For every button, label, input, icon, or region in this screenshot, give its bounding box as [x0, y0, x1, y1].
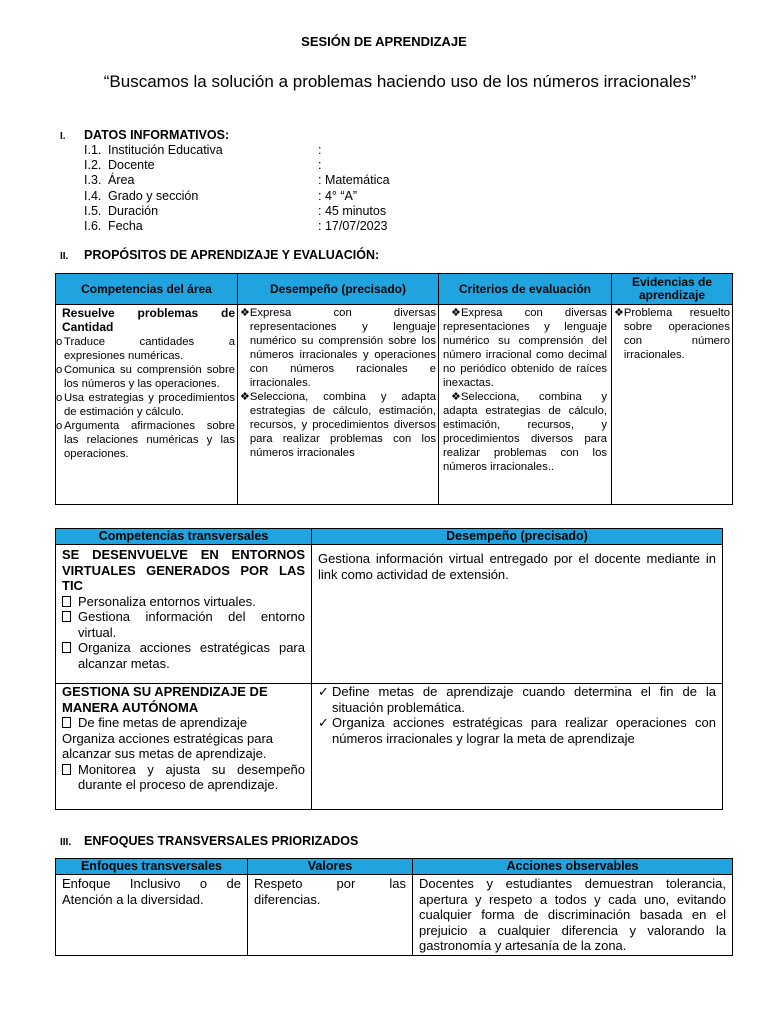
- info-num: I.1.: [84, 143, 102, 157]
- list-item-text: Comunica su comprensión sobre los números y las operaciones.: [64, 364, 235, 390]
- circle-bullet-icon: o: [56, 420, 63, 432]
- info-label: Área: [108, 173, 135, 188]
- diamond-bullet-icon: ❖: [240, 391, 250, 403]
- info-value: : 45 minutos: [318, 203, 387, 218]
- section-heading: DATOS INFORMATIVOS:: [84, 128, 230, 142]
- approaches-table: [55, 858, 733, 956]
- info-num: I.2.: [84, 158, 102, 173]
- info-num: I.6.: [84, 219, 102, 234]
- table-row: [56, 545, 723, 684]
- diamond-bullet-icon: ❖: [614, 307, 624, 319]
- actions-cell: Docentes y estudiantes demuestran tolerancia, apertura y respeto a todos y cada uno, evitando cualquier forma de discriminación basada en el prejuicio a cualquier diferencia y valorando la gastronomía y artesanía de la zona.: [413, 875, 733, 956]
- checkbox-bullet-icon: [62, 594, 78, 610]
- list-item: [62, 594, 305, 610]
- value-cell: Respeto por las diferencias.: [248, 875, 413, 956]
- column-header: Competencias transversales: [56, 529, 312, 545]
- performance-cell: [312, 545, 723, 684]
- list-item: [240, 306, 436, 390]
- performance-cell: [238, 305, 439, 505]
- table-row: [56, 684, 723, 810]
- performance-text: Gestiona información virtual entregado por el docente mediante in link como actividad de extensión.: [318, 551, 716, 582]
- section-propositos: [60, 248, 379, 262]
- evidence-cell: [612, 305, 733, 505]
- info-row: [84, 189, 390, 204]
- checkbox-bullet-icon: [62, 640, 78, 671]
- column-header: Desempeño (precisado): [312, 529, 723, 545]
- info-num: I.4.: [84, 188, 102, 203]
- performance-cell: [312, 684, 723, 810]
- list-item: [443, 390, 607, 474]
- info-row: [84, 158, 390, 173]
- section-number: III.: [60, 837, 72, 848]
- list-item: [614, 306, 730, 362]
- list-item-text: Usa estrategias y procedimientos de estimación y cálculo.: [64, 392, 235, 418]
- table-header-row: [56, 274, 733, 305]
- list-item: [56, 419, 235, 461]
- list-item: [318, 684, 716, 715]
- transversal-competences-table: [55, 528, 723, 810]
- section-heading: ENFOQUES TRANSVERSALES PRIORIZADOS: [84, 834, 359, 848]
- section-enfoques: [60, 834, 358, 848]
- diamond-bullet-icon: ❖: [451, 391, 461, 403]
- table-row: [56, 875, 733, 956]
- list-item: [62, 715, 305, 731]
- circle-bullet-icon: o: [56, 336, 63, 348]
- list-item-text: Traduce cantidades a expresiones numéricas.: [64, 336, 235, 362]
- column-header: Competencias del área: [56, 274, 238, 305]
- list-item: [240, 390, 436, 460]
- list-item: [56, 335, 235, 363]
- checkbox-bullet-icon: [62, 762, 78, 793]
- session-title: “Buscamos la solución a problemas haciendo uso de los números irracionales”: [103, 72, 697, 91]
- diamond-bullet-icon: ❖: [240, 307, 250, 319]
- list-item-text: De fine metas de aprendizaje: [78, 715, 248, 730]
- info-value: : 17/07/2023: [318, 219, 388, 234]
- table-header-row: [56, 859, 733, 875]
- section-heading: PROPÓSITOS DE APRENDIZAJE Y EVALUACIÓN:: [84, 248, 380, 262]
- diamond-bullet-icon: ❖: [451, 307, 461, 319]
- info-num: I.3.: [84, 173, 102, 188]
- list-item: [62, 762, 305, 793]
- competence-title: Resuelve problemas de Cantidad: [62, 306, 235, 334]
- checkmark-icon: ✓: [318, 684, 329, 699]
- column-header: Enfoques transversales: [56, 859, 248, 875]
- criteria-cell: [439, 305, 612, 505]
- list-item-text: Organiza acciones estratégicas para alcanzar metas.: [78, 640, 305, 671]
- section-number: II.: [60, 251, 69, 262]
- checkmark-icon: ✓: [318, 715, 329, 730]
- list-item: [62, 640, 305, 671]
- checkbox-bullet-icon: [62, 609, 78, 640]
- checkbox-bullet-icon: [62, 715, 78, 731]
- list-item-text: Argumenta afirmaciones sobre las relaciones numéricas y las operaciones.: [64, 420, 235, 460]
- list-item-text: Expresa con diversas representaciones y lenguaje numérico su comprensión sobre los números irracionales y operaciones con números racionales e irracionales.: [249, 307, 436, 389]
- info-row: [84, 219, 390, 234]
- column-header: Valores: [248, 859, 413, 875]
- list-item-text: Problema resuelto sobre operaciones con número irracionales.: [623, 307, 730, 361]
- column-header: Desempeño (precisado): [238, 274, 439, 305]
- circle-bullet-icon: o: [56, 392, 63, 404]
- info-row: [84, 143, 390, 158]
- info-list: [84, 143, 390, 234]
- section-datos-informativos: [60, 128, 390, 234]
- competence-cell: [56, 545, 312, 684]
- table-row: [56, 305, 733, 505]
- list-item-text: Organiza acciones estratégicas para realizar operaciones con números irracionales y lograr la meta de aprendizaje: [332, 715, 716, 746]
- list-item-text: Selecciona, combina y adapta estrategias de cálculo, estimación, recursos, y procedimientos diversos para realizar problemas con los números irracionales: [249, 391, 436, 459]
- list-item: [56, 391, 235, 419]
- competence-title: GESTIONA SU APRENDIZAJE DE MANERA AUTÓNOMA: [62, 684, 268, 715]
- list-item: [443, 306, 607, 390]
- info-value: :: [318, 143, 322, 157]
- info-row: [84, 173, 390, 188]
- list-item: [62, 609, 305, 640]
- list-item-text: Define metas de aprendizaje cuando determina el fin de la situación problemática.: [332, 684, 716, 715]
- list-item-text: Personaliza entornos virtuales.: [78, 593, 256, 609]
- competence-cell: [56, 305, 238, 505]
- list-item: [56, 363, 235, 391]
- competence-title: SE DESENVUELVE EN ENTORNOS VIRTUALES GENERADOS POR LAS TIC: [62, 547, 305, 593]
- list-item-text: Gestiona información del entorno virtual.: [78, 609, 305, 640]
- approach-cell: Enfoque Inclusivo o de Atención a la diversidad.: [56, 875, 248, 956]
- learning-purposes-table: [55, 273, 733, 505]
- circle-bullet-icon: o: [56, 364, 63, 376]
- section-number: I.: [60, 131, 66, 142]
- info-label: Grado y sección: [108, 188, 199, 203]
- plain-text: Organiza acciones estratégicas para alcanzar sus metas de aprendizaje.: [62, 730, 274, 761]
- list-item-text: Monitorea y ajusta su desempeño durante el proceso de aprendizaje.: [78, 761, 305, 792]
- info-row: [84, 204, 390, 219]
- info-num: I.5.: [84, 203, 102, 218]
- document-title: SESIÓN DE APRENDIZAJE: [301, 34, 467, 49]
- table-header-row: [56, 529, 723, 545]
- column-header: Acciones observables: [413, 859, 733, 875]
- info-label: Duración: [108, 203, 159, 218]
- list-item-text: Expresa con diversas representaciones y lenguaje numérico su comprensión del número irracional como decimal no periódico obtenido de raíces inexactas.: [443, 307, 607, 389]
- list-item-text: Selecciona, combina y adapta estrategias de cálculo, estimación, recursos, y procedimientos diversos para realizar problemas con los números irracionales..: [443, 391, 607, 473]
- column-header: Evidencias de aprendizaje: [612, 274, 733, 305]
- info-value: : 4° “A”: [318, 188, 358, 203]
- list-item: [318, 715, 716, 746]
- info-value: : Matemática: [318, 173, 390, 188]
- info-label: Docente: [108, 158, 155, 173]
- competence-cell: [56, 684, 312, 810]
- column-header: Criterios de evaluación: [439, 274, 612, 305]
- info-value: :: [318, 158, 322, 173]
- info-label: Institución Educativa: [108, 143, 223, 157]
- info-label: Fecha: [108, 219, 143, 234]
